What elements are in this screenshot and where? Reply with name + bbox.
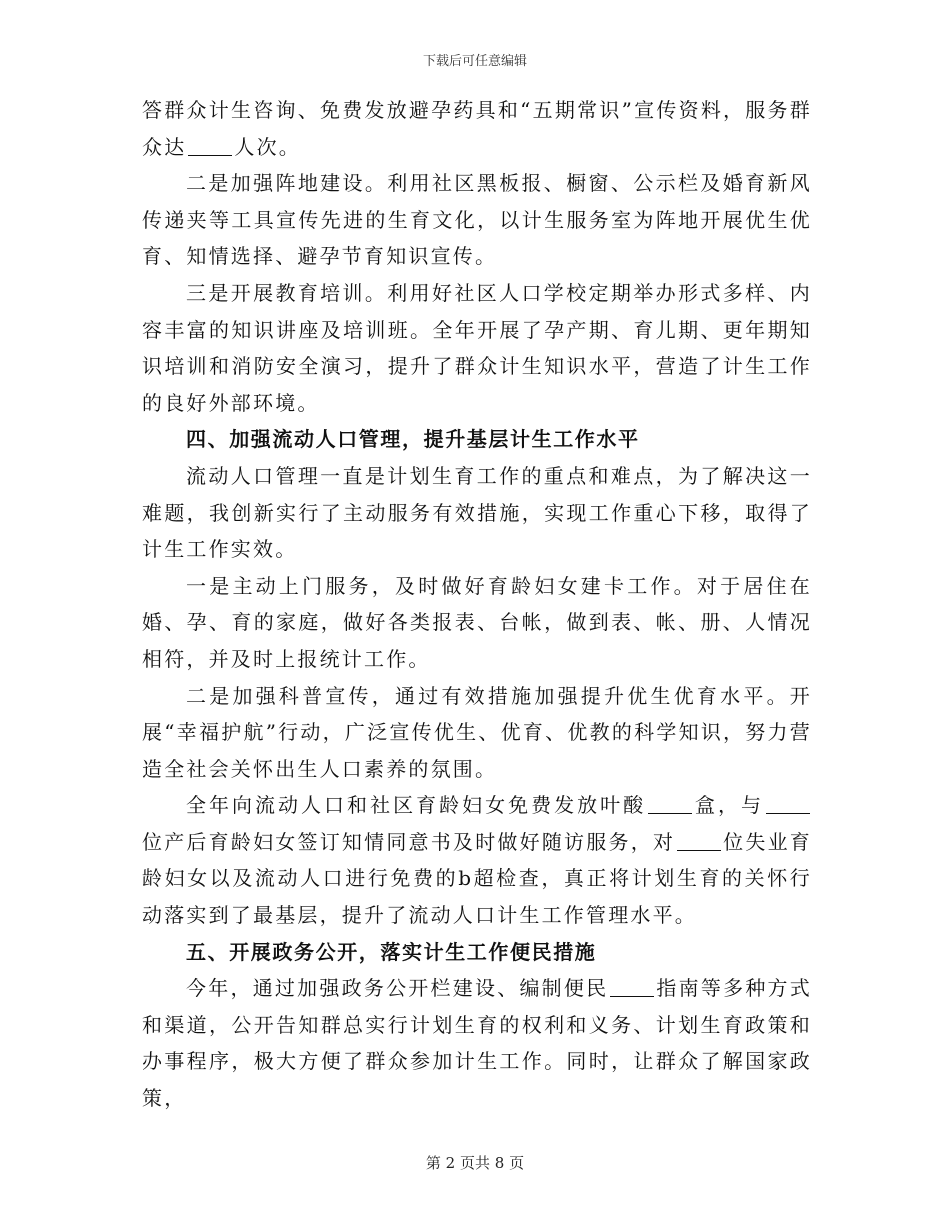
text-span: 位失业育龄妇女以及流动人口进行免费的b超检查，真正将计划生育的关怀行动落实到了最基层，提升了流动人口计生工作管理水平。: [142, 829, 812, 928]
section-heading: 五、开展政务公开，落实计生工作便民措施: [186, 939, 597, 964]
fill-in-blank: [188, 137, 232, 156]
document-body: [142, 92, 812, 1117]
paragraph: 三是开展教育培训。利用好社区人口学校定期举办形式多样、内容丰富的知识讲座及培训班。全年开展了孕产期、育儿期、更年期知识培训和消防安全演习，提升了群众计生知识水平，营造了计生工作的良好外部环境。: [142, 280, 812, 415]
fill-in-blank: [648, 795, 692, 814]
paragraph-continuation: [142, 92, 812, 165]
paragraph: 流动人口管理一直是计划生育工作的重点和难点，为了解决这一难题，我创新实行了主动服务有效措施，实现工作重心下移，取得了计生工作实效。: [142, 463, 812, 562]
text-span: 全年向流动人口和社区育龄妇女免费发放叶酸: [186, 793, 647, 818]
text-span: 位产后育龄妇女签订知情同意书及时做好随访服务，对: [142, 829, 676, 854]
fill-in-blank: [766, 795, 810, 814]
paragraph: 二是加强科普宣传，通过有效措施加强提升优生优育水平。开展“幸福护航”行动，广泛宣传优生、优育、优教的科学知识，努力营造全社会关怀出生人口素养的氛围。: [142, 683, 812, 781]
paragraph: 一是主动上门服务，及时做好育龄妇女建卡工作。对于居住在婚、孕、育的家庭，做好各类报表、台帐，做到表、帐、册、人情况相符，并及时上报统计工作。: [142, 573, 812, 671]
text-span: 今年，通过加强政务公开栏建设、编制便民: [186, 976, 609, 1001]
page-header: 下载后可任意编辑: [422, 54, 527, 69]
paragraph: [142, 787, 812, 933]
text-span: 盒，与: [694, 793, 765, 818]
paragraph: [142, 970, 812, 1116]
section-heading: 四、加强流动人口管理，提升基层计生工作水平: [186, 427, 640, 452]
text-span: 答群众计生咨询、免费发放避孕药具和“五期常识”宣传资料，服务群众达: [142, 98, 812, 159]
paragraph: 二是加强阵地建设。利用社区黑板报、橱窗、公示栏及婚育新风传递夹等工具宣传先进的生育文化，以计生服务室为阵地开展优生优育、知情选择、避孕节育知识宣传。: [142, 171, 812, 269]
fill-in-blank: [677, 832, 721, 851]
fill-in-blank: [610, 978, 654, 997]
page-number: 第 2 页共 8 页: [425, 1154, 525, 1172]
text-span: 指南等多种方式和渠道，公开告知群总实行计划生育的权利和义务、计划生育政策和办事程序，极大方便了群众参加计生工作。同时，让群众了解国家政策，: [142, 976, 812, 1111]
text-span: 人次。: [234, 134, 302, 159]
